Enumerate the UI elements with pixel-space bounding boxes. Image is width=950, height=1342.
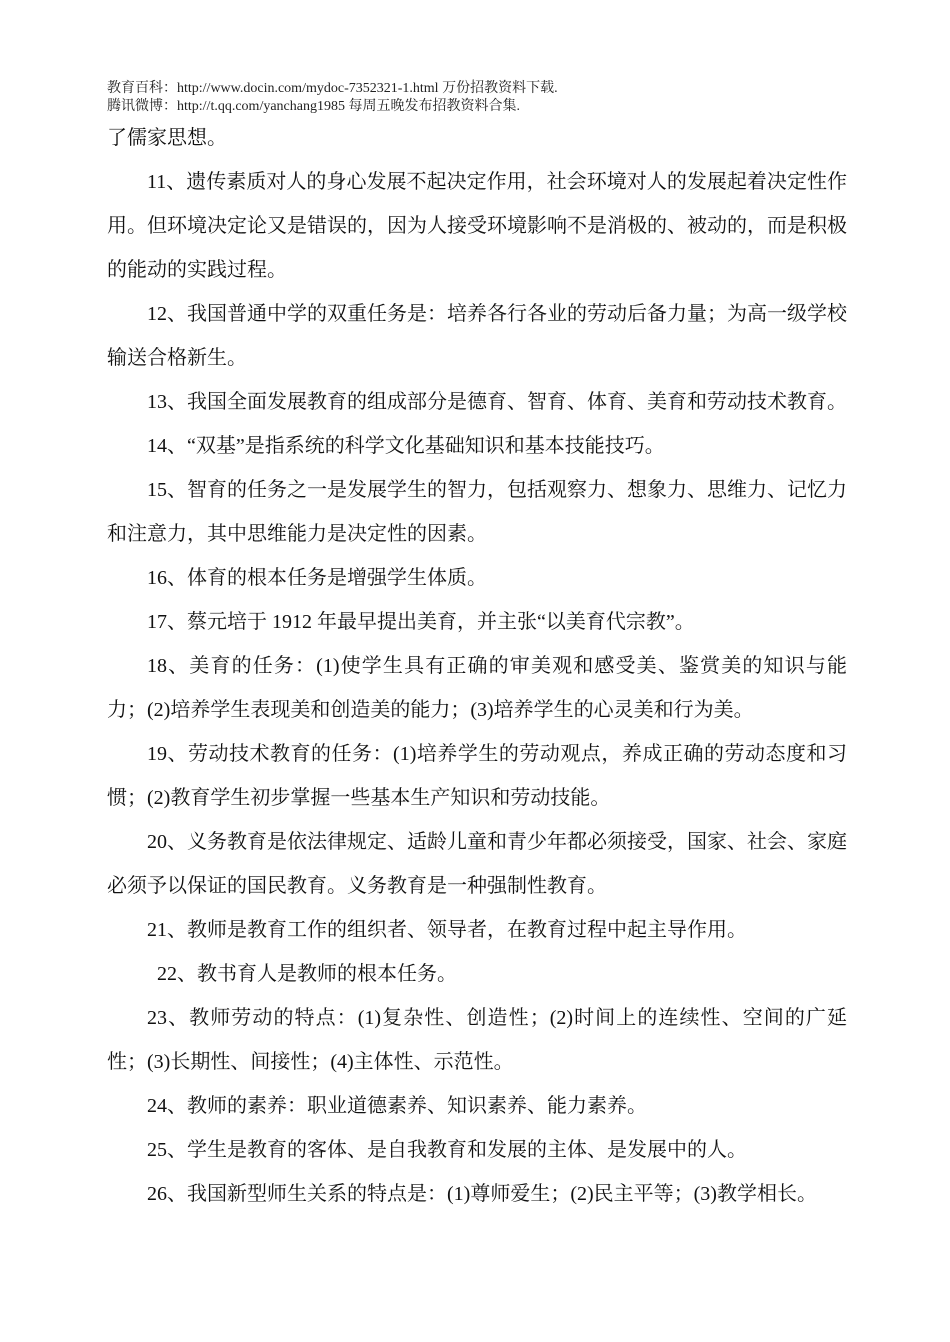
header-line-docin: 教育百科：http://www.docin.com/mydoc-7352321-1.html 万份招教资料下载. <box>107 81 558 96</box>
paragraph-continued: 了儒家思想。 <box>107 127 227 149</box>
paragraph-25: 25、学生是教育的客体、是自我教育和发展的主体、是发展中的人。 <box>147 1139 747 1161</box>
paragraph-19: 19、劳动技术教育的任务：(1)培养学生的劳动观点，养成正确的劳动态度和习惯；(2)教育学生初步掌握一些基本生产知识和劳动技能。 <box>107 743 847 809</box>
paragraph-21: 21、教师是教育工作的组织者、领导者，在教育过程中起主导作用。 <box>147 919 747 941</box>
paragraph-13: 13、我国全面发展教育的组成部分是德育、智育、体育、美育和劳动技术教育。 <box>147 391 847 413</box>
page-header <box>107 80 867 116</box>
paragraph-15: 15、智育的任务之一是发展学生的智力，包括观察力、想象力、思维力、记忆力和注意力，其中思维能力是决定性的因素。 <box>107 479 847 545</box>
paragraph-22: 22、教书育人是教师的根本任务。 <box>157 963 457 985</box>
paragraph-18: 18、美育的任务：(1)使学生具有正确的审美观和感受美、鉴赏美的知识与能力；(2)培养学生表现美和创造美的能力；(3)培养学生的心灵美和行为美。 <box>107 655 847 721</box>
header-line-weibo: 腾讯微博：http://t.qq.com/yanchang1985 每周五晚发布招教资料合集. <box>107 99 520 114</box>
paragraph-11: 11、遗传素质对人的身心发展不起决定作用，社会环境对人的发展起着决定性作用。但环境决定论又是错误的，因为人接受环境影响不是消极的、被动的，而是积极的能动的实践过程。 <box>107 171 847 281</box>
paragraph-14: 14、“双基”是指系统的科学文化基础知识和基本技能技巧。 <box>147 435 665 457</box>
document-body <box>107 116 847 1216</box>
paragraph-20: 20、义务教育是依法律规定、适龄儿童和青少年都必须接受，国家、社会、家庭必须予以保证的国民教育。义务教育是一种强制性教育。 <box>107 831 847 897</box>
paragraph-12: 12、我国普通中学的双重任务是：培养各行各业的劳动后备力量；为高一级学校输送合格新生。 <box>107 303 847 369</box>
paragraph-24: 24、教师的素养：职业道德素养、知识素养、能力素养。 <box>147 1095 647 1117</box>
paragraph-23: 23、教师劳动的特点：(1)复杂性、创造性；(2)时间上的连续性、空间的广延性；(3)长期性、间接性；(4)主体性、示范性。 <box>107 1007 847 1073</box>
paragraph-26: 26、我国新型师生关系的特点是：(1)尊师爱生；(2)民主平等；(3)教学相长。 <box>147 1183 817 1205</box>
paragraph-16: 16、体育的根本任务是增强学生体质。 <box>147 567 487 589</box>
paragraph-17: 17、蔡元培于 1912 年最早提出美育，并主张“以美育代宗教”。 <box>147 611 695 633</box>
